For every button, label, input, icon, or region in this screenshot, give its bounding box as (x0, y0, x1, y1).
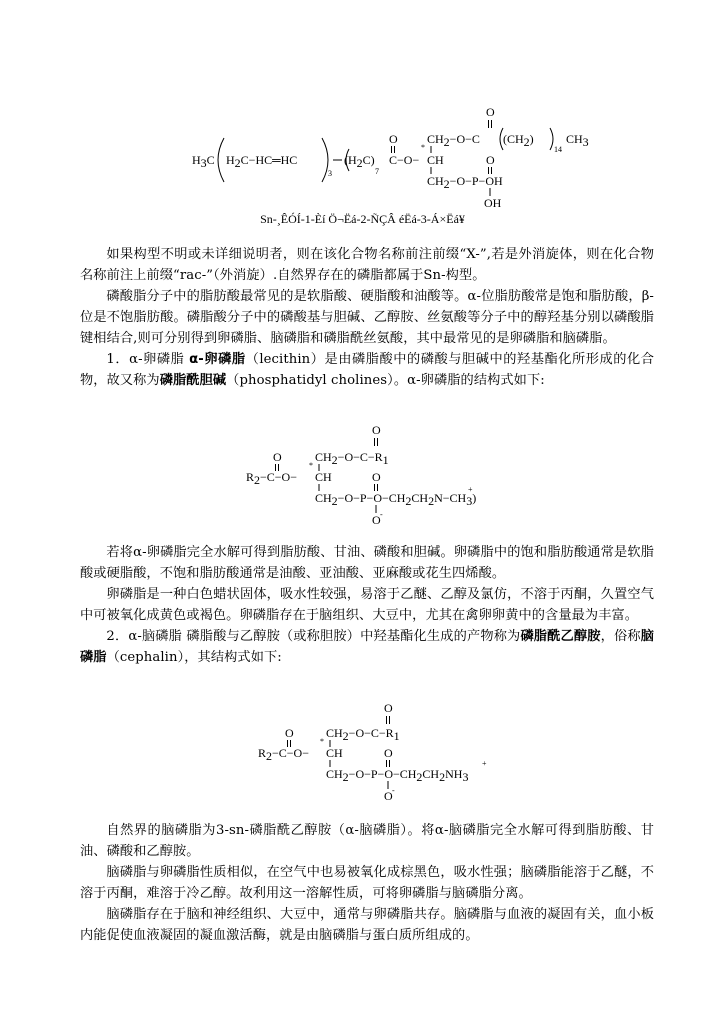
paragraph-cephalin-intro: 2．α-脑磷脂 磷脂酸与乙醇胺（或称胆胺）中羟基酯化生成的产物称为磷脂酰乙醇胺，俗称脑磷脂（cephalin），其结构式如下: (80, 629, 654, 665)
svg-text:CH2−O−C−R1: CH2−O−C−R1 (315, 450, 389, 467)
s3-ch2a: CH (326, 726, 343, 740)
s3-o-p: O (384, 746, 393, 760)
svg-text:(H2C): (H2C) (344, 153, 375, 170)
paragraph-fatty-acids: 磷酸脂分子中的脂肪酸最常见的是软脂酸、硬脂酸和油酸等。α-位脂肪酸常是饱和脂肪酸，β-位是不饱脂肪酸。磷脂酸分子中的磷酸基与胆碱、乙醇胺、丝氨酸等分子中的醇羟基分别以磷酸脂键相结合,则可分别得到卵磷脂、脑磷脂和磷脂酰丝氨酸，其中最常见的是卵磷脂和脑磷脂。 (80, 289, 654, 346)
paragraph-block-2 (80, 542, 654, 668)
phospholipid-structure-1 (0, 0, 725, 240)
s2-plus: + (468, 485, 473, 494)
s1-o-top: O (389, 132, 398, 146)
paragraph-block-1 (80, 244, 654, 391)
svg-text:R2−C−O−: R2−C−O− (246, 470, 297, 487)
s1-oh: OH (484, 196, 502, 210)
s3-ch: CH (326, 746, 343, 760)
svg-text:CH2−O−P−OH: CH2−O−P−OH (427, 174, 503, 191)
s3-o-left: O (285, 726, 294, 740)
s2-o-top: O (372, 423, 381, 437)
s2-r2: R (246, 470, 255, 484)
s1-star: * (421, 143, 425, 152)
svg-text:R2−C−O−: R2−C−O− (258, 746, 309, 763)
svg-text:H2C−HC═HC: H2C−HC═HC (226, 153, 298, 170)
s1-o-top2: O (486, 105, 495, 119)
s1-rep3: 3 (328, 169, 332, 178)
s1-h3c: H (192, 153, 201, 167)
s3-star: * (320, 737, 324, 746)
s3-minus: - (392, 786, 395, 795)
s3-o-minus: O (384, 789, 393, 803)
s3-r2: R (258, 746, 267, 760)
lecithin-structure (0, 420, 725, 540)
s3-ch2b: CH (326, 767, 343, 781)
s2-minus: - (380, 510, 383, 519)
paragraph-lecithin-hydrolysis: 若将α-卵磷脂完全水解可得到脂肪酸、甘油、磷酸和胆碱。卵磷脂中的饱和脂肪酸通常是软脂酸或硬脂酸，不饱和脂肪酸通常是油酸、亚油酸、亚麻酸或花生四烯酸。 (80, 545, 654, 581)
svg-text:CH2−O−P−O−CH2CH2N−CH3): CH2−O−P−O−CH2CH2N−CH3) (315, 491, 477, 508)
s1-ch2-chain: (CH (503, 132, 524, 146)
s1-h2c-hc-hc: H (226, 153, 235, 167)
term-phosphatidylethanolamine: 磷脂酰乙醇胺 (520, 629, 601, 644)
term-lecithin: α-卵磷脂 (189, 352, 246, 367)
s1-rep7: 7 (375, 167, 379, 176)
s2-star: * (309, 461, 313, 470)
s3-plus: + (482, 759, 487, 768)
s1-h2c7: (H (344, 153, 357, 167)
s1-ch2a: CH (427, 132, 444, 146)
s2-ch: CH (315, 470, 332, 484)
s1-ch3: CH (566, 132, 583, 146)
s3-o-top: O (384, 701, 393, 715)
svg-text:H3C: H3C (192, 153, 215, 170)
s1-rep14: 14 (554, 145, 562, 154)
paragraph-cephalin-properties: 脑磷脂与卵磷脂性质相似，在空气中也易被氧化成棕黑色，吸水性强；脑磷脂能溶于乙醚，不溶于丙酮，难溶于冷乙醇。故利用这一溶解性质，可将卵磷脂与脑磷脂分离。 (80, 865, 654, 901)
s2-o-p: O (372, 470, 381, 484)
paragraph-cephalin-natural: 自然界的脑磷脂为3-sn-磷脂酰乙醇胺（α-脑磷脂）。将α-脑磷脂完全水解可得到脂肪酸、甘油、磷酸和乙醇胺。 (80, 823, 654, 859)
cephalin-structure (0, 698, 725, 818)
paragraph-lecithin-intro: 1．α-卵磷脂 α-卵磷脂（lecithin）是由磷脂酸中的磷酸与胆碱中的羟基酯化所形成的化合物，故又称为磷脂酰胆碱（phosphatidyl cholines）。α-卵磷脂的结构式如下: (80, 352, 654, 388)
svg-text:CH2−O−C−R1: CH2−O−C−R1 (326, 726, 400, 743)
term-cephalin: 脑磷脂 (80, 629, 654, 665)
svg-text:CH2−O−P−O−CH2CH2NH3: CH2−O−P−O−CH2CH2NH3 (326, 767, 469, 784)
s2-ch2a: CH (315, 450, 332, 464)
s2-o-left: O (273, 450, 282, 464)
svg-text:CH3: CH3 (566, 132, 589, 149)
term-phosphatidylcholine: 磷脂酰胆碱 (159, 373, 227, 388)
svg-text:(CH2): (CH2) (503, 132, 534, 149)
structure-1-caption: Sn-¸ÊÓÍ-1-Èí Ö¬Ëá-2-ÑÇÂ éËá-3-Á×Ëá¥ (260, 212, 465, 226)
s2-o-minus: O (372, 513, 381, 527)
s2-ch2b: CH (315, 491, 332, 505)
s1-ch: CH (427, 153, 444, 167)
paragraph-cephalin-occurrence: 脑磷脂存在于脑和神经组织、大豆中，通常与卵磷脂共存。脑磷脂与血液的凝固有关，血小板内能促使血液凝固的凝血激活酶，就是由脑磷脂与蛋白质所组成的。 (80, 907, 654, 943)
s1-ch2b: CH (427, 174, 444, 188)
s1-c-o: C−O− (389, 153, 420, 167)
svg-text:CH2−O−C: CH2−O−C (427, 132, 480, 149)
paragraph-config: 如果构型不明或未详细说明者，则在该化合物名称前注前缀“X-”,若是外消旋体，则在化合物名称前注上前缀“rac-”（外消旋）.自然界存在的磷脂都属于Sn-构型。 (80, 247, 654, 283)
paragraph-block-3 (80, 820, 654, 946)
paragraph-lecithin-properties: 卵磷脂是一种白色蜡状固体，吸水性较强，易溶于乙醚、乙醇及氯仿，不溶于丙酮，久置空气中可被氧化成黄色或褐色。卵磷脂存在于脑组织、大豆中，尤其在禽卵卵黄中的含量最为丰富。 (80, 587, 654, 623)
s1-o-mid: O (486, 153, 495, 167)
